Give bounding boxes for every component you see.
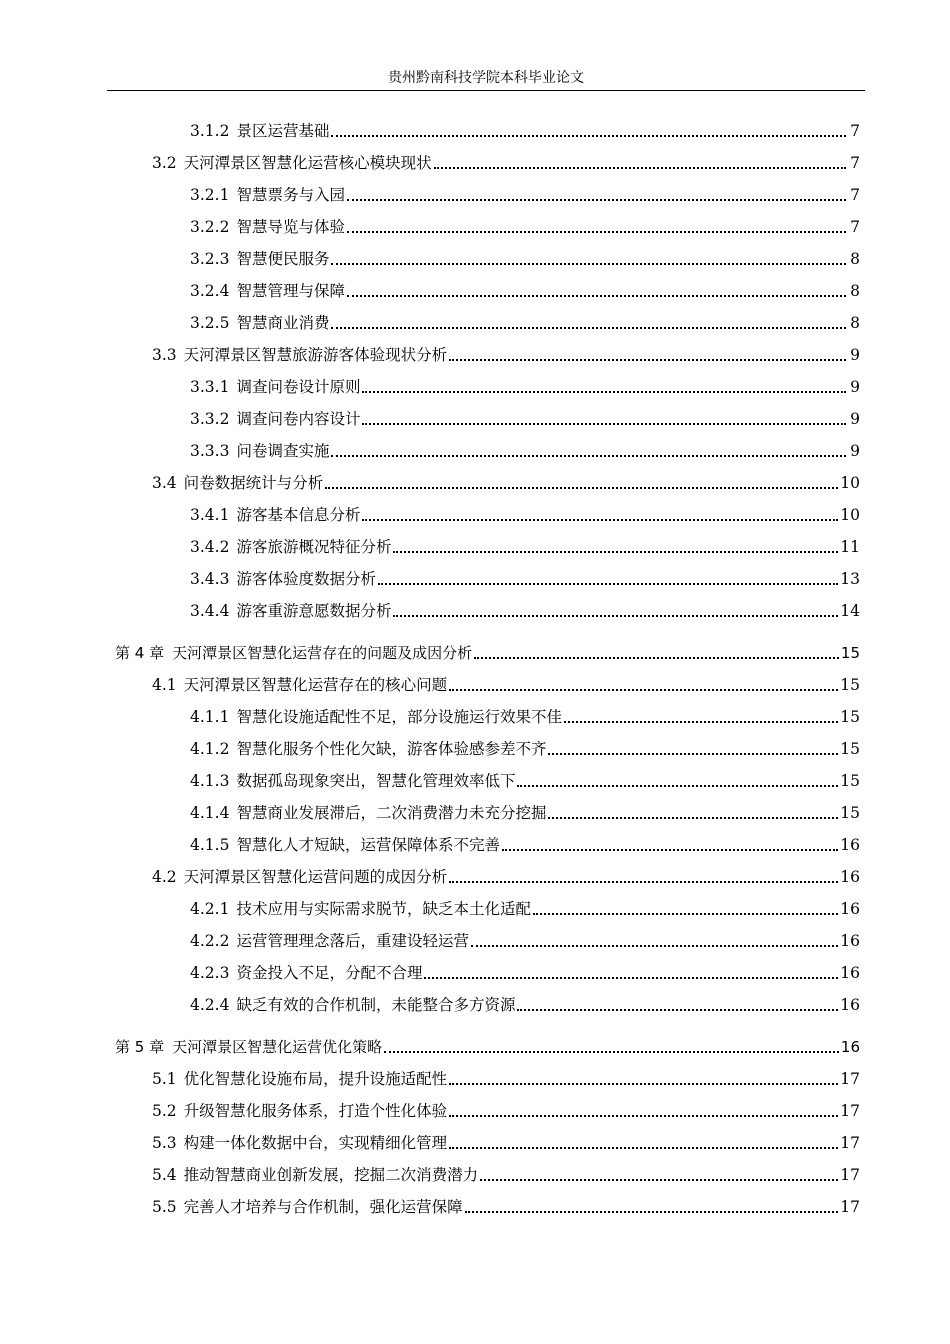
toc-entry[interactable] (190, 407, 860, 429)
toc-entry-title: 构建一体化数据中台，实现精细化管理 (183, 1134, 448, 1152)
toc-entry-title: 数据孤岛现象突出，智慧化管理效率低下 (236, 772, 516, 790)
toc-entry[interactable] (190, 833, 860, 855)
toc-entry-number: 4.2.2 (190, 932, 230, 950)
toc-entry-number: 第 5 章 (115, 1038, 165, 1056)
toc-dot-leader (449, 1137, 838, 1149)
toc-entry-title: 天河潭景区智慧化运营优化策略 (172, 1038, 383, 1056)
toc-dot-leader (449, 1105, 838, 1117)
toc-dot-leader (347, 221, 846, 233)
toc-entry-title: 智慧化服务个性化欠缺，游客体验感参差不齐 (236, 740, 547, 758)
toc-entry-page-number: 7 (850, 186, 860, 204)
toc-entry-title: 智慧导览与体验 (236, 218, 345, 236)
toc-dot-leader (533, 903, 838, 915)
toc-entry-title: 天河潭景区智慧化运营存在的问题及成因分析 (172, 644, 473, 662)
toc-entry-page-number: 15 (840, 804, 860, 822)
toc-entry-number: 3.1.2 (190, 122, 230, 140)
toc-entry[interactable] (190, 897, 860, 919)
toc-entry-page-number: 15 (840, 676, 860, 694)
toc-entry-number: 3.2.1 (190, 186, 230, 204)
toc-entry-title: 智慧化设施适配性不足，部分设施运行效果不佳 (236, 708, 562, 726)
toc-entry-page-number: 15 (840, 644, 860, 662)
toc-dot-leader (325, 477, 838, 489)
toc-dot-leader (331, 125, 846, 137)
toc-entry-title: 智慧管理与保障 (236, 282, 345, 300)
toc-entry-page-number: 17 (840, 1070, 860, 1088)
toc-dot-leader (393, 605, 838, 617)
toc-entry-title: 升级智慧化服务体系，打造个性化体验 (183, 1102, 448, 1120)
toc-entry-page-number: 14 (840, 602, 860, 620)
toc-entry-page-number: 7 (850, 122, 860, 140)
toc-dot-leader (434, 157, 846, 169)
toc-entry[interactable] (152, 673, 860, 695)
toc-entry-number: 5.1 (152, 1070, 177, 1088)
toc-entry-page-number: 15 (840, 708, 860, 726)
toc-entry-page-number: 9 (850, 410, 860, 428)
toc-entry-title: 问卷数据统计与分析 (183, 474, 324, 492)
toc-entry-number: 4.1.1 (190, 708, 230, 726)
toc-entry-title: 完善人才培养与合作机制，强化运营保障 (183, 1198, 463, 1216)
toc-entry-number: 3.2.5 (190, 314, 230, 332)
toc-entry-number: 3.4 (152, 474, 177, 492)
toc-entry-page-number: 10 (840, 506, 860, 524)
toc-dot-leader (474, 647, 839, 659)
toc-entry-page-number: 13 (840, 570, 860, 588)
toc-entry[interactable] (190, 183, 860, 205)
toc-entry[interactable] (190, 439, 860, 461)
toc-dot-leader (331, 317, 846, 329)
toc-entry-number: 4.2 (152, 868, 177, 886)
toc-entry-title: 调查问卷设计原则 (236, 378, 361, 396)
toc-entry-title: 智慧商业消费 (236, 314, 330, 332)
toc-entry[interactable] (152, 1163, 860, 1185)
toc-entry[interactable] (190, 119, 860, 141)
toc-entry-number: 3.2.3 (190, 250, 230, 268)
toc-entry-number: 3.3.1 (190, 378, 230, 396)
toc-entry-title: 天河潭景区智慧旅游游客体验现状分析 (183, 346, 448, 364)
toc-dot-leader (424, 967, 838, 979)
toc-entry-page-number: 11 (840, 538, 860, 556)
toc-entry[interactable] (152, 1099, 860, 1121)
toc-dot-leader (449, 871, 838, 883)
toc-entry-title: 缺乏有效的合作机制，未能整合多方资源 (236, 996, 516, 1014)
toc-entry-title: 资金投入不足，分配不合理 (236, 964, 423, 982)
toc-entry[interactable] (190, 375, 860, 397)
header-divider (107, 90, 865, 91)
toc-entry[interactable] (152, 1131, 860, 1153)
toc-entry-title: 游客基本信息分析 (236, 506, 361, 524)
toc-entry-number: 第 4 章 (115, 644, 165, 662)
toc-dot-leader (548, 743, 838, 755)
toc-entry[interactable] (152, 1067, 860, 1089)
toc-entry[interactable] (190, 247, 860, 269)
toc-entry-page-number: 10 (840, 474, 860, 492)
toc-entry-title: 游客体验度数据分析 (236, 570, 376, 588)
toc-entry[interactable] (190, 705, 860, 727)
toc-entry-page-number: 16 (840, 900, 860, 918)
toc-entry-page-number: 8 (850, 250, 860, 268)
page-header: 贵州黔南科技学院本科毕业论文 (388, 70, 584, 86)
toc-entry-number: 3.4.3 (190, 570, 230, 588)
toc-entry[interactable] (152, 865, 860, 887)
toc-entry-number: 3.3.2 (190, 410, 230, 428)
toc-entry-title: 天河潭景区智慧化运营存在的核心问题 (183, 676, 448, 694)
toc-entry-number: 5.4 (152, 1166, 177, 1184)
toc-entry-title: 天河潭景区智慧化运营核心模块现状 (183, 154, 432, 172)
toc-entry[interactable] (190, 737, 860, 759)
toc-dot-leader (502, 839, 838, 851)
toc-entry-number: 5.5 (152, 1198, 177, 1216)
toc-entry-title: 问卷调查实施 (236, 442, 330, 460)
toc-entry[interactable] (190, 215, 860, 237)
toc-dot-leader (393, 541, 838, 553)
toc-dot-leader (465, 1201, 839, 1213)
toc-entry-title: 游客重游意愿数据分析 (236, 602, 392, 620)
toc-entry[interactable] (152, 1195, 860, 1217)
toc-entry[interactable] (190, 801, 860, 823)
toc-dot-leader (384, 1041, 839, 1053)
toc-entry-number: 3.3 (152, 346, 177, 364)
toc-entry-number: 4.1.5 (190, 836, 230, 854)
toc-entry-number: 4.1.4 (190, 804, 230, 822)
toc-dot-leader (564, 711, 838, 723)
toc-entry-page-number: 17 (840, 1134, 860, 1152)
toc-entry-page-number: 16 (840, 836, 860, 854)
toc-entry-number: 3.4.4 (190, 602, 230, 620)
toc-dot-leader (449, 679, 838, 691)
toc-dot-leader (480, 1169, 838, 1181)
toc-entry-number: 3.4.2 (190, 538, 230, 556)
toc-entry-title: 智慧商业发展滞后，二次消费潜力未充分挖掘 (236, 804, 547, 822)
toc-dot-leader (331, 253, 846, 265)
toc-entry-page-number: 9 (850, 378, 860, 396)
toc-entry[interactable] (190, 279, 860, 301)
toc-entry[interactable] (190, 311, 860, 333)
toc-entry[interactable] (190, 993, 860, 1015)
toc-entry-page-number: 16 (840, 932, 860, 950)
toc-dot-leader (517, 775, 838, 787)
toc-entry-number: 3.3.3 (190, 442, 230, 460)
toc-entry-number: 4.2.1 (190, 900, 230, 918)
toc-entry-page-number: 9 (850, 442, 860, 460)
toc-dot-leader (449, 1073, 838, 1085)
toc-dot-leader (471, 935, 838, 947)
toc-entry-page-number: 16 (840, 868, 860, 886)
toc-entry-number: 4.1 (152, 676, 177, 694)
toc-entry-page-number: 8 (850, 282, 860, 300)
toc-entry-title: 智慧便民服务 (236, 250, 330, 268)
toc-dot-leader (347, 285, 846, 297)
toc-entry[interactable] (190, 535, 860, 557)
toc-entry-title: 技术应用与实际需求脱节，缺乏本土化适配 (236, 900, 531, 918)
toc-entry-title: 推动智慧商业创新发展，挖掘二次消费潜力 (183, 1166, 479, 1184)
toc-entry-page-number: 9 (850, 346, 860, 364)
toc-entry-page-number: 17 (840, 1198, 860, 1216)
toc-dot-leader (362, 381, 846, 393)
toc-entry-page-number: 16 (840, 1038, 860, 1056)
toc-entry-number: 5.3 (152, 1134, 177, 1152)
toc-entry-page-number: 8 (850, 314, 860, 332)
toc-entry[interactable] (152, 151, 860, 173)
toc-entry[interactable] (190, 961, 860, 983)
toc-dot-leader (362, 413, 846, 425)
toc-entry-title: 智慧化人才短缺，运营保障体系不完善 (236, 836, 500, 854)
toc-entry[interactable] (190, 599, 860, 621)
toc-dot-leader (331, 445, 846, 457)
toc-entry[interactable] (190, 929, 860, 951)
toc-entry-number: 4.1.3 (190, 772, 230, 790)
toc-dot-leader (517, 999, 838, 1011)
toc-entry-page-number: 7 (850, 154, 860, 172)
toc-entry-page-number: 17 (840, 1166, 860, 1184)
toc-dot-leader (548, 807, 838, 819)
toc-entry[interactable] (190, 769, 860, 791)
toc-entry-title: 运营管理理念落后，重建设轻运营 (236, 932, 469, 950)
toc-entry-page-number: 7 (850, 218, 860, 236)
toc-entry-page-number: 16 (840, 996, 860, 1014)
toc-entry-title: 调查问卷内容设计 (236, 410, 361, 428)
toc-entry-number: 3.2 (152, 154, 177, 172)
toc-entry-number: 3.2.4 (190, 282, 230, 300)
toc-entry-title: 游客旅游概况特征分析 (236, 538, 392, 556)
toc-entry-page-number: 16 (840, 964, 860, 982)
toc-dot-leader (347, 189, 846, 201)
toc-entry-number: 4.2.4 (190, 996, 230, 1014)
toc-entry-title: 天河潭景区智慧化运营问题的成因分析 (183, 868, 448, 886)
toc-entry-page-number: 15 (840, 740, 860, 758)
toc-dot-leader (362, 509, 838, 521)
toc-entry[interactable] (152, 343, 860, 365)
toc-entry[interactable] (152, 471, 860, 493)
toc-entry-title: 智慧票务与入园 (236, 186, 345, 204)
toc-entry-number: 3.2.2 (190, 218, 230, 236)
toc-entry[interactable] (190, 567, 860, 589)
toc-entry-number: 3.4.1 (190, 506, 230, 524)
toc-entry-title: 优化智慧化设施布局，提升设施适配性 (183, 1070, 448, 1088)
toc-entry-number: 5.2 (152, 1102, 177, 1120)
toc-entry-number: 4.2.3 (190, 964, 230, 982)
toc-entry[interactable] (115, 641, 860, 663)
toc-entry[interactable] (115, 1035, 860, 1057)
toc-entry-title: 景区运营基础 (236, 122, 330, 140)
toc-entry-number: 4.1.2 (190, 740, 230, 758)
toc-entry-page-number: 17 (840, 1102, 860, 1120)
toc-entry-page-number: 15 (840, 772, 860, 790)
toc-dot-leader (378, 573, 838, 585)
toc-entry[interactable] (190, 503, 860, 525)
toc-dot-leader (449, 349, 846, 361)
